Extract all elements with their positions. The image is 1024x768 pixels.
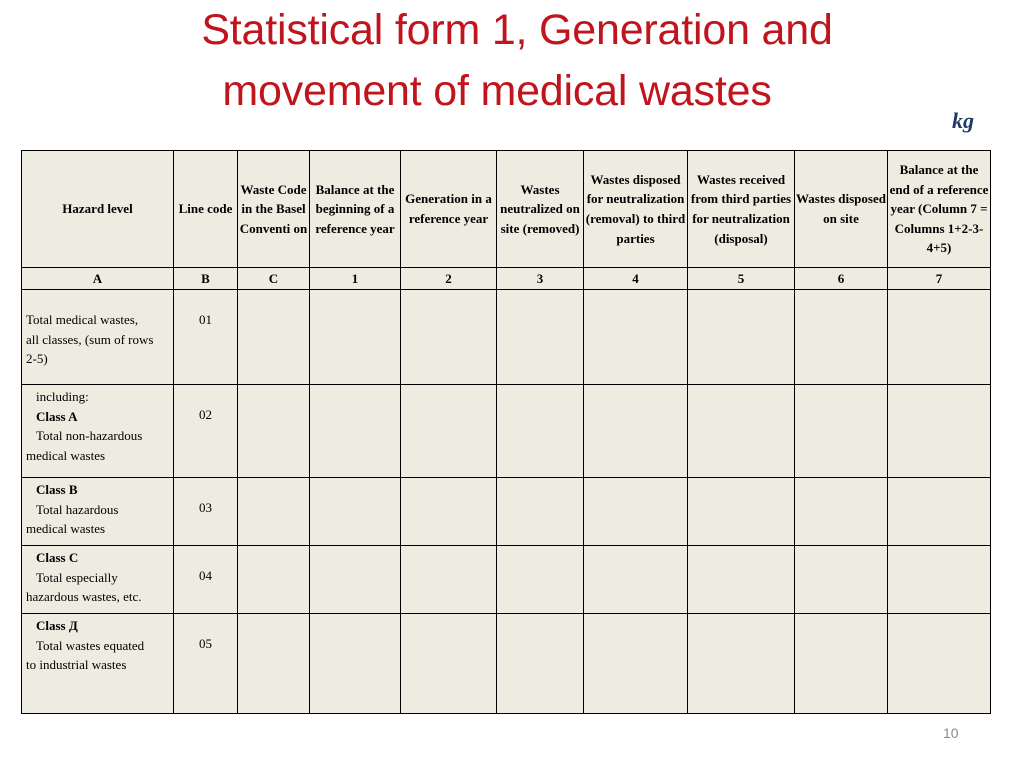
data-cell[interactable] xyxy=(310,290,401,385)
col-header-balance-end: Balance at the end of a reference year (Column 7 = Columns 1+2-3-4+5) xyxy=(888,151,991,268)
column-letter: 3 xyxy=(497,268,584,290)
col-header-neutralized-on-site: Wastes neutralized on site (removed) xyxy=(497,151,584,268)
data-cell[interactable] xyxy=(584,290,688,385)
data-cell[interactable] xyxy=(795,385,888,478)
header-row xyxy=(22,151,991,268)
row-label: including: Class A Total non-hazardous medical wastes xyxy=(22,385,174,478)
col-header-balance-begin: Balance at the beginning of a reference year xyxy=(310,151,401,268)
row-label: Total medical wastes, all classes, (sum of rows 2-5) xyxy=(22,290,174,385)
data-cell[interactable] xyxy=(238,385,310,478)
table-row xyxy=(22,546,991,614)
line-code: 02 xyxy=(174,385,238,478)
row-label: Class Д Total wastes equated to industrial wastes xyxy=(22,614,174,714)
data-cell[interactable] xyxy=(238,478,310,546)
title-line-2: movement of medical wastes xyxy=(222,67,772,115)
data-cell[interactable] xyxy=(401,290,497,385)
data-cell[interactable] xyxy=(584,385,688,478)
col-header-disposed-third-parties: Wastes disposed for neutralization (removal) to third parties xyxy=(584,151,688,268)
data-cell[interactable] xyxy=(310,546,401,614)
line-code: 01 xyxy=(174,290,238,385)
line-code: 03 xyxy=(174,478,238,546)
column-letter: 7 xyxy=(888,268,991,290)
data-cell[interactable] xyxy=(688,385,795,478)
data-cell[interactable] xyxy=(688,478,795,546)
data-cell[interactable] xyxy=(497,546,584,614)
unit-label: kg xyxy=(952,108,974,133)
data-cell[interactable] xyxy=(888,478,991,546)
data-cell[interactable] xyxy=(795,546,888,614)
line-code: 04 xyxy=(174,546,238,614)
data-cell[interactable] xyxy=(795,614,888,714)
column-letter: 2 xyxy=(401,268,497,290)
column-letter: 5 xyxy=(688,268,795,290)
data-cell[interactable] xyxy=(584,478,688,546)
data-cell[interactable] xyxy=(584,614,688,714)
col-header-received-third-parties: Wastes received from third parties for neutralization (disposal) xyxy=(688,151,795,268)
data-cell[interactable] xyxy=(238,614,310,714)
data-cell[interactable] xyxy=(238,290,310,385)
line-code: 05 xyxy=(174,614,238,714)
data-cell[interactable] xyxy=(888,614,991,714)
table-row xyxy=(22,614,991,714)
slide-title xyxy=(0,0,1024,122)
data-cell[interactable] xyxy=(795,290,888,385)
statistical-form-table xyxy=(21,150,991,714)
row-label: Class C Total especially hazardous wastes, etc. xyxy=(22,546,174,614)
data-cell[interactable] xyxy=(310,478,401,546)
data-cell[interactable] xyxy=(584,546,688,614)
data-cell[interactable] xyxy=(888,385,991,478)
column-letter: C xyxy=(238,268,310,290)
column-letter: 1 xyxy=(310,268,401,290)
col-header-hazard-level: Hazard level xyxy=(22,151,174,268)
data-cell[interactable] xyxy=(497,614,584,714)
title-line-1: Statistical form 1, Generation and xyxy=(201,6,833,54)
data-cell[interactable] xyxy=(238,546,310,614)
col-header-line-code: Line code xyxy=(174,151,238,268)
data-cell[interactable] xyxy=(401,385,497,478)
data-cell[interactable] xyxy=(497,478,584,546)
column-letter: 4 xyxy=(584,268,688,290)
data-cell[interactable] xyxy=(688,546,795,614)
data-cell[interactable] xyxy=(310,614,401,714)
data-cell[interactable] xyxy=(401,614,497,714)
data-cell[interactable] xyxy=(497,385,584,478)
data-cell[interactable] xyxy=(688,614,795,714)
data-cell[interactable] xyxy=(888,290,991,385)
col-header-basel-code: Waste Code in the Basel Conventi on xyxy=(238,151,310,268)
data-cell[interactable] xyxy=(688,290,795,385)
column-letter: A xyxy=(22,268,174,290)
column-letter: B xyxy=(174,268,238,290)
table-row xyxy=(22,290,991,385)
column-letter: 6 xyxy=(795,268,888,290)
data-cell[interactable] xyxy=(401,546,497,614)
data-cell[interactable] xyxy=(310,385,401,478)
col-header-generation: Generation in a reference year xyxy=(401,151,497,268)
table-row xyxy=(22,478,991,546)
col-header-disposed-on-site: Wastes disposed on site xyxy=(795,151,888,268)
data-cell[interactable] xyxy=(795,478,888,546)
table-row xyxy=(22,385,991,478)
row-label: Class B Total hazardous medical wastes xyxy=(22,478,174,546)
page-number: 10 xyxy=(943,725,959,741)
data-cell[interactable] xyxy=(401,478,497,546)
data-cell[interactable] xyxy=(497,290,584,385)
data-cell[interactable] xyxy=(888,546,991,614)
column-letters-row xyxy=(22,268,991,290)
